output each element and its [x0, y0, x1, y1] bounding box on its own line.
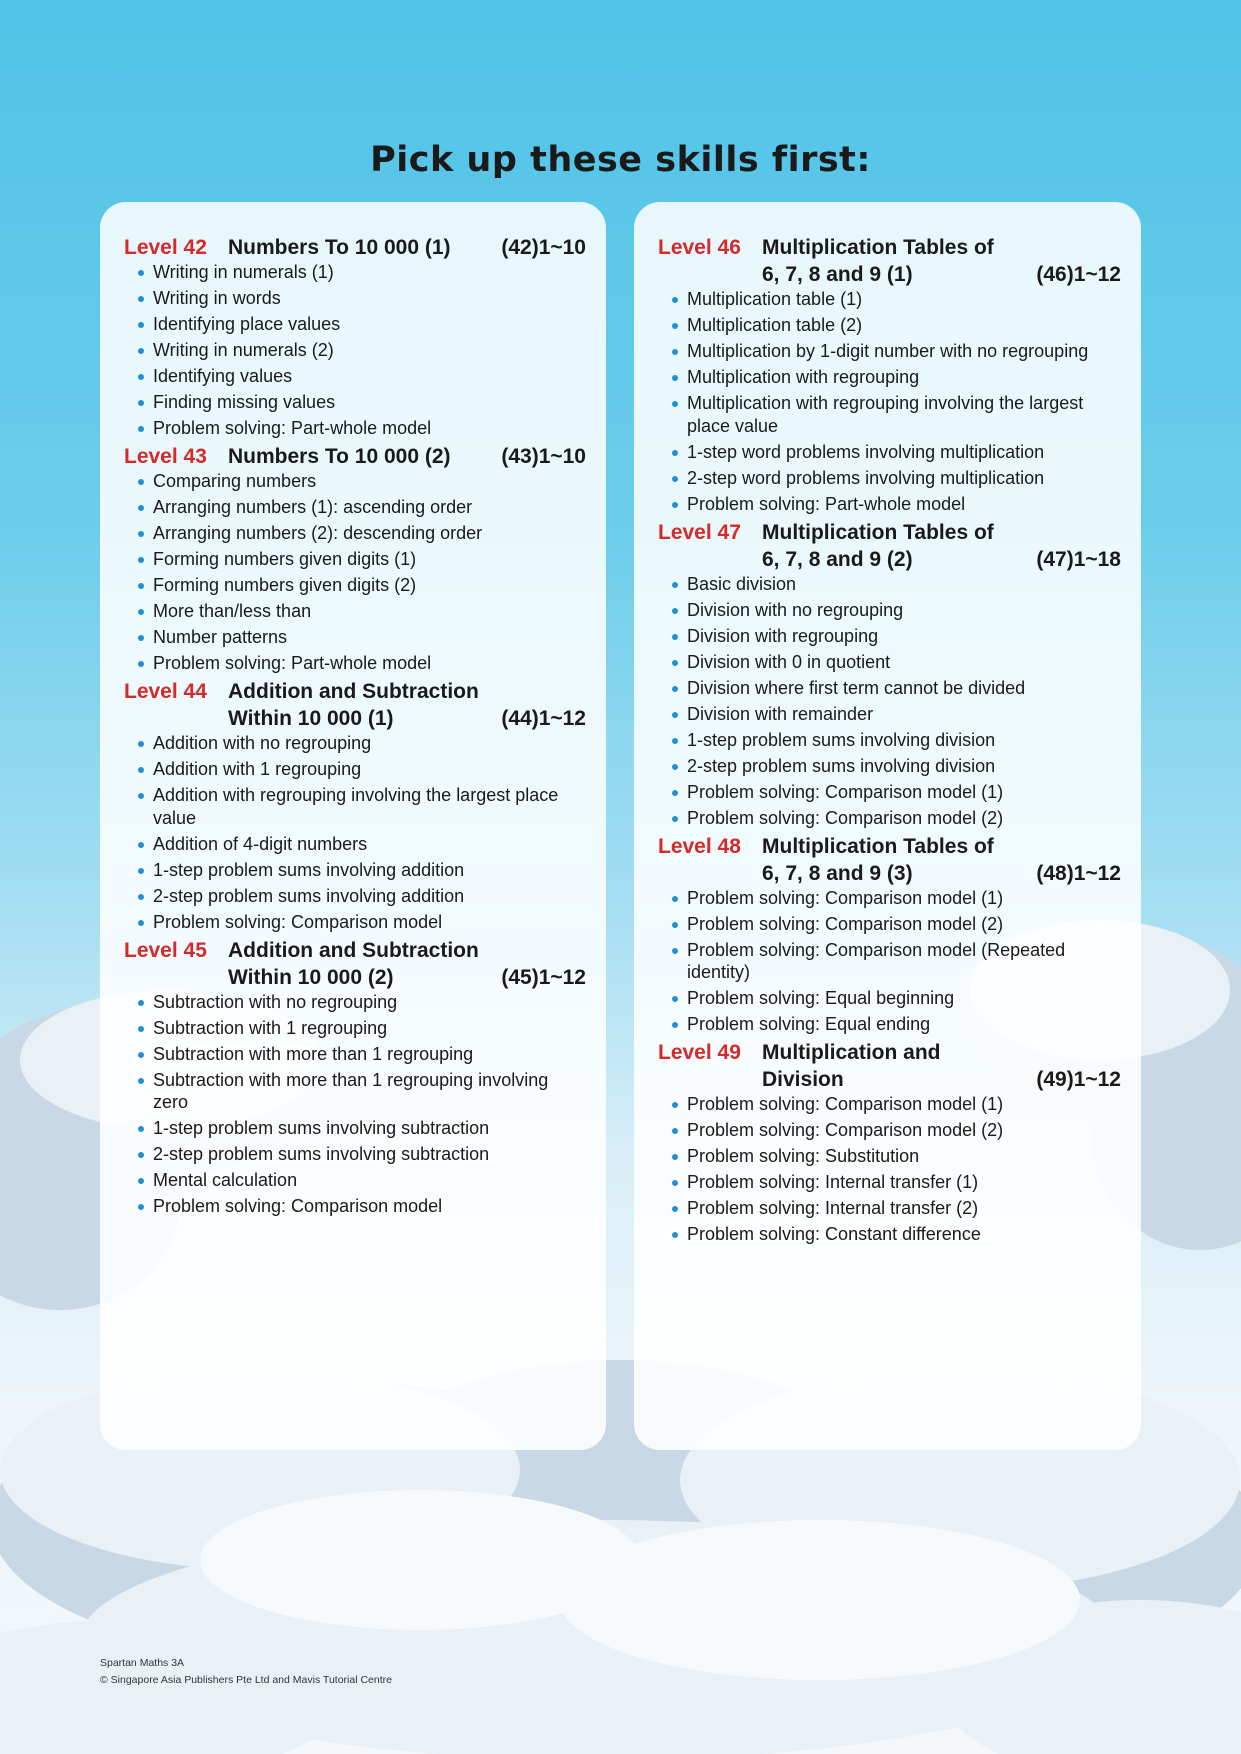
skill-item: 1-step problem sums involving addition	[136, 859, 586, 882]
skill-list	[136, 991, 586, 1218]
skill-item: Problem solving: Comparison model (1)	[670, 887, 1121, 910]
skill-item: Multiplication table (1)	[670, 288, 1121, 311]
skill-item: 2-step word problems involving multiplication	[670, 467, 1121, 490]
skill-item: Addition with 1 regrouping	[136, 758, 586, 781]
level-title: Multiplication and	[762, 1041, 941, 1064]
levels-panel-left	[100, 202, 606, 1450]
worksheet-code: (42)1~10	[501, 236, 586, 259]
worksheet-code: (49)1~12	[1036, 1068, 1121, 1091]
skill-item: Subtraction with more than 1 regrouping	[136, 1043, 586, 1066]
worksheet-code: (46)1~12	[1036, 263, 1121, 286]
level-section	[124, 234, 586, 440]
level-section	[658, 519, 1121, 830]
level-title-line2: 6, 7, 8 and 9 (1)	[762, 263, 913, 286]
skill-item: 1-step problem sums involving division	[670, 729, 1121, 752]
level-section	[124, 937, 586, 1218]
skill-item: Problem solving: Comparison model (1)	[670, 1093, 1121, 1116]
skill-item: Subtraction with no regrouping	[136, 991, 586, 1014]
footer-book-title: Spartan Maths 3A	[100, 1657, 185, 1669]
skill-item: Problem solving: Part-whole model	[136, 652, 586, 675]
skill-item: Division where first term cannot be divided	[670, 677, 1121, 700]
skill-item: 1-step word problems involving multiplication	[670, 441, 1121, 464]
worksheet-code: (47)1~18	[1036, 547, 1121, 571]
worksheet-code: (43)1~10	[501, 445, 586, 468]
level-title: Addition and Subtraction	[228, 938, 479, 962]
level-title-line2: Within 10 000 (1)	[228, 707, 394, 730]
skill-item: Division with 0 in quotient	[670, 651, 1121, 674]
level-section	[124, 443, 586, 675]
worksheet-code: (44)1~12	[501, 707, 586, 730]
skill-item: 1-step problem sums involving subtraction	[136, 1117, 586, 1140]
skill-item: Finding missing values	[136, 391, 586, 414]
skill-item: More than/less than	[136, 600, 586, 623]
level-heading	[658, 1039, 1121, 1093]
page-title: Pick up these skills first:	[370, 140, 871, 180]
skill-item: Division with no regrouping	[670, 599, 1121, 622]
levels-column	[124, 234, 586, 1221]
level-section	[658, 234, 1121, 515]
level-heading	[124, 234, 586, 261]
skill-list	[136, 261, 586, 440]
level-title: Numbers To 10 000 (2)	[228, 445, 451, 468]
skill-list	[670, 887, 1121, 1036]
skill-item: Number patterns	[136, 626, 586, 649]
level-number: Level 48	[658, 834, 741, 858]
level-heading	[124, 443, 586, 470]
level-title-line2: Division	[762, 1068, 844, 1091]
skill-item: Problem solving: Comparison model (2)	[670, 913, 1121, 936]
level-title: Addition and Subtraction	[228, 680, 479, 703]
skill-item: Writing in numerals (2)	[136, 339, 586, 362]
worksheet-code: (48)1~12	[1036, 861, 1121, 885]
skill-item: Arranging numbers (2): descending order	[136, 522, 586, 545]
skill-item: Problem solving: Constant difference	[670, 1223, 1121, 1246]
level-number: Level 46	[658, 236, 741, 259]
skill-list	[670, 573, 1121, 830]
footer-copyright: © Singapore Asia Publishers Pte Ltd and Mavis Tutorial Centre	[100, 1674, 392, 1686]
skill-item: Identifying place values	[136, 313, 586, 336]
skill-item: Subtraction with 1 regrouping	[136, 1017, 586, 1040]
skill-item: Division with remainder	[670, 703, 1121, 726]
levels-panel-right	[634, 202, 1141, 1450]
skill-item: Mental calculation	[136, 1169, 586, 1192]
skill-item: 2-step problem sums involving division	[670, 755, 1121, 778]
level-heading	[124, 937, 586, 991]
skill-item: Problem solving: Comparison model (1)	[670, 781, 1121, 804]
level-number: Level 45	[124, 938, 207, 962]
level-heading	[124, 678, 586, 732]
level-number: Level 47	[658, 520, 741, 544]
skill-list	[136, 732, 586, 933]
level-title-line2: 6, 7, 8 and 9 (2)	[762, 547, 913, 571]
skill-list	[670, 288, 1121, 515]
worksheet-code: (45)1~12	[501, 965, 586, 989]
level-section	[658, 833, 1121, 1036]
skill-item: Problem solving: Comparison model (2)	[670, 807, 1121, 830]
level-section	[658, 1039, 1121, 1246]
skill-item: Multiplication by 1-digit number with no regrouping	[670, 340, 1121, 363]
level-title-line2: 6, 7, 8 and 9 (3)	[762, 861, 913, 885]
level-heading	[658, 519, 1121, 573]
skill-item: Problem solving: Internal transfer (2)	[670, 1197, 1121, 1220]
skill-item: Basic division	[670, 573, 1121, 596]
skill-item: Addition of 4-digit numbers	[136, 833, 586, 856]
skill-item: Addition with regrouping involving the largest place value	[136, 784, 586, 829]
skill-item: Problem solving: Substitution	[670, 1145, 1121, 1168]
skill-item: Problem solving: Part-whole model	[136, 417, 586, 440]
skill-item: 2-step problem sums involving subtraction	[136, 1143, 586, 1166]
skill-item: Forming numbers given digits (1)	[136, 548, 586, 571]
skill-list	[136, 470, 586, 675]
page-footer	[100, 1655, 392, 1689]
level-title: Multiplication Tables of	[762, 520, 994, 544]
skill-item: Multiplication table (2)	[670, 314, 1121, 337]
skill-item: Problem solving: Comparison model (2)	[670, 1119, 1121, 1142]
level-number: Level 49	[658, 1041, 741, 1064]
skill-item: Subtraction with more than 1 regrouping involving zero	[136, 1069, 586, 1114]
skill-item: Problem solving: Internal transfer (1)	[670, 1171, 1121, 1194]
level-heading	[658, 833, 1121, 887]
levels-column	[658, 234, 1121, 1249]
skill-item: Problem solving: Comparison model (Repeated identity)	[670, 939, 1121, 984]
skill-item: 2-step problem sums involving addition	[136, 885, 586, 908]
level-number: Level 43	[124, 445, 207, 468]
level-title: Multiplication Tables of	[762, 834, 994, 858]
skill-item: Division with regrouping	[670, 625, 1121, 648]
skill-item: Problem solving: Comparison model	[136, 1195, 586, 1218]
skill-item: Problem solving: Equal beginning	[670, 987, 1121, 1010]
skill-item: Problem solving: Equal ending	[670, 1013, 1121, 1036]
skill-item: Writing in words	[136, 287, 586, 310]
skill-list	[670, 1093, 1121, 1246]
level-title-line2: Within 10 000 (2)	[228, 965, 394, 989]
level-section	[124, 678, 586, 933]
skill-item: Multiplication with regrouping involving the largest place value	[670, 392, 1121, 437]
skill-item: Addition with no regrouping	[136, 732, 586, 755]
skill-item: Identifying values	[136, 365, 586, 388]
skill-item: Problem solving: Part-whole model	[670, 493, 1121, 516]
level-number: Level 44	[124, 680, 207, 703]
level-number: Level 42	[124, 236, 207, 259]
level-title: Multiplication Tables of	[762, 236, 994, 259]
skill-item: Forming numbers given digits (2)	[136, 574, 586, 597]
skill-item: Comparing numbers	[136, 470, 586, 493]
skill-item: Arranging numbers (1): ascending order	[136, 496, 586, 519]
skill-item: Problem solving: Comparison model	[136, 911, 586, 934]
skill-item: Writing in numerals (1)	[136, 261, 586, 284]
level-title: Numbers To 10 000 (1)	[228, 236, 451, 259]
level-heading	[658, 234, 1121, 288]
skill-item: Multiplication with regrouping	[670, 366, 1121, 389]
